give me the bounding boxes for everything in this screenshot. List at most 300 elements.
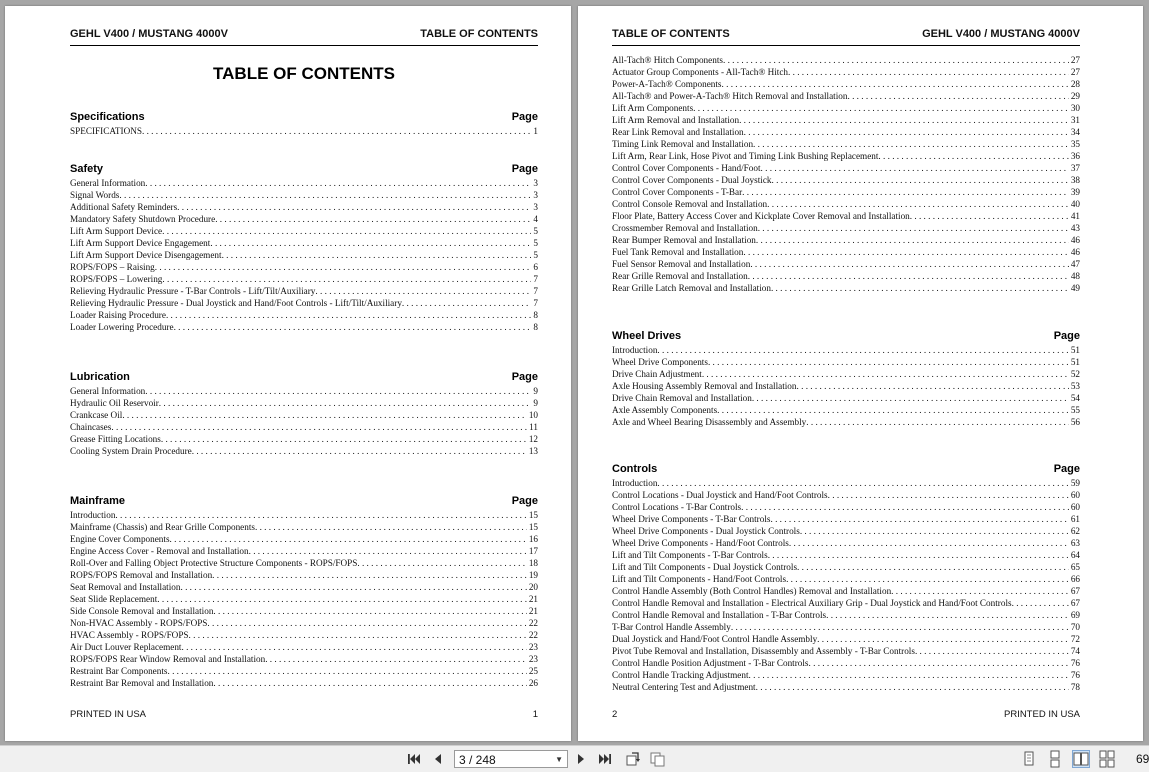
zoom-level[interactable]: 69 (1136, 752, 1149, 766)
toc-entry-title: Rear Grille Removal and Installation (612, 271, 748, 281)
toc-entry[interactable] (612, 126, 1080, 138)
dot-leader (210, 237, 531, 249)
toc-entry-page: 36 (1070, 151, 1080, 161)
toc-entry-page: 34 (1070, 127, 1080, 137)
dot-leader (213, 605, 526, 617)
toc-entry-page: 22 (528, 630, 538, 640)
dot-leader (749, 669, 1069, 681)
toc-entry-page: 7 (533, 286, 538, 296)
toc-entry[interactable] (70, 213, 538, 225)
toc-entry-page: 21 (528, 594, 538, 604)
toc-entry-page: 1 (533, 126, 538, 136)
section-title: Lubrication (70, 371, 130, 383)
dot-leader (265, 653, 527, 665)
dot-leader (756, 234, 1069, 246)
toc-entry-page: 54 (1070, 393, 1080, 403)
dot-leader (657, 477, 1068, 489)
dot-leader (213, 677, 526, 689)
toc-entry[interactable] (612, 489, 1080, 501)
footer-page-number: 2 (612, 709, 618, 720)
dot-leader (847, 90, 1068, 102)
toc-entry[interactable] (612, 392, 1080, 404)
copy-icon[interactable] (649, 750, 667, 768)
toc-entry[interactable] (70, 285, 538, 297)
toc-entry-title: Wheel Drive Components - Hand/Foot Controls (612, 538, 789, 548)
toc-entry[interactable] (612, 416, 1080, 428)
toc-entry[interactable] (70, 653, 538, 665)
dot-leader (693, 102, 1069, 114)
toc-entry-page: 12 (528, 434, 538, 444)
toc-entry-title: Axle Housing Assembly Removal and Installation (612, 381, 797, 391)
toc-entry[interactable] (612, 174, 1080, 186)
toc-entry[interactable] (70, 445, 538, 457)
toc-entry-title: Introduction (70, 510, 116, 520)
toc-entry[interactable] (70, 201, 538, 213)
dot-leader (797, 561, 1069, 573)
toc-entry[interactable] (70, 385, 538, 397)
toc-entry-title: Wheel Drive Components (612, 357, 708, 367)
toc-entry[interactable] (70, 545, 538, 557)
toc-entry-title: Lift Arm, Rear Link, Hose Pivot and Timing Link Bushing Replacement (612, 151, 879, 161)
toc-entry[interactable] (70, 581, 538, 593)
toc-entry-title: Axle and Wheel Bearing Disassembly and Assembly (612, 417, 807, 427)
toc-entry-page: 67 (1070, 598, 1080, 608)
prev-page-icon[interactable] (429, 750, 447, 768)
toc-entry[interactable] (70, 593, 538, 605)
toc-entry-title: T-Bar Control Handle Assembly (612, 622, 731, 632)
toc-entry[interactable] (70, 521, 538, 533)
toc-entry[interactable] (612, 54, 1080, 66)
toc-entry[interactable] (612, 609, 1080, 621)
toc-entry-title: Relieving Hydraulic Pressure - Dual Joystick and Hand/Foot Controls - Lift/Tilt/Auxiliary (70, 298, 402, 308)
toc-entry-title: Control Locations - T-Bar Controls (612, 502, 742, 512)
toc-entry[interactable] (612, 198, 1080, 210)
toc-entry-title: Actuator Group Components - All-Tach® Hitch (612, 67, 789, 77)
section-heading (70, 111, 538, 125)
toc-entry-page: 69 (1070, 610, 1080, 620)
toc-entry-page: 5 (533, 226, 538, 236)
toc-entry-title: ROPS/FOPS – Lowering (70, 274, 163, 284)
toc-entry[interactable] (70, 433, 538, 445)
toc-entry-page: 39 (1070, 187, 1080, 197)
toc-entry-page: 47 (1070, 259, 1080, 269)
toc-entry-title: Mainframe (Chassis) and Rear Grille Components (70, 522, 255, 532)
toc-entry[interactable] (70, 261, 538, 273)
toc-entry[interactable] (612, 681, 1080, 693)
toc-entry[interactable] (612, 380, 1080, 392)
toc-entry[interactable] (612, 368, 1080, 380)
toc-entry-title: Neutral Centering Test and Adjustment (612, 682, 756, 692)
toc-entry-title: Control Handle Position Adjustment - T-Bar Controls (612, 658, 809, 668)
toc-entry[interactable] (70, 321, 538, 333)
toc-entry[interactable] (612, 645, 1080, 657)
dot-leader (215, 213, 531, 225)
dot-leader (119, 189, 531, 201)
dot-leader (222, 249, 532, 261)
dot-leader (788, 66, 1069, 78)
dot-leader (742, 186, 1069, 198)
toc-entry-page: 43 (1070, 223, 1080, 233)
toc-entry-page: 5 (533, 250, 538, 260)
toc-entry-page: 76 (1070, 670, 1080, 680)
page-number-select[interactable] (454, 750, 568, 768)
toc-entry-title: Roll-Over and Falling Object Protective Structure Components - ROPS/FOPS (70, 558, 358, 568)
toc-entry-page: 5 (533, 238, 538, 248)
toc-entry[interactable] (612, 186, 1080, 198)
viewer-toolbar (0, 745, 1149, 772)
toc-entry-title: Restraint Bar Removal and Installation (70, 678, 214, 688)
toc-entry-title: Timing Link Removal and Installation (612, 139, 754, 149)
toc-entry[interactable] (612, 537, 1080, 549)
toc-entry-title: Pivot Tube Removal and Installation, Disassembly and Assembly - T-Bar Controls (612, 646, 915, 656)
toc-entry[interactable] (612, 597, 1080, 609)
toc-entry-title: Lift Arm Components (612, 103, 694, 113)
dot-leader (166, 309, 531, 321)
toc-entry-page: 27 (1070, 67, 1080, 77)
toc-entry-page: 9 (533, 398, 538, 408)
toc-entry[interactable] (70, 533, 538, 545)
dot-leader (315, 285, 531, 297)
toc-entry[interactable] (70, 421, 538, 433)
toc-entry-title: Rear Bumper Removal and Installation (612, 235, 756, 245)
toc-entry-title: Seat Slide Replacement (70, 594, 158, 604)
toc-entry-page: 28 (1070, 79, 1080, 89)
toc-entry[interactable] (612, 162, 1080, 174)
dot-leader (741, 501, 1069, 513)
toc-entry-title: Loader Raising Procedure (70, 310, 166, 320)
toc-entry-title: Grease Fitting Locations (70, 434, 161, 444)
toc-entry-title: ROPS/FOPS Rear Window Removal and Installation (70, 654, 266, 664)
toc-entry-title: Lift Arm Removal and Installation (612, 115, 740, 125)
toc-entry-page: 66 (1070, 574, 1080, 584)
header-left-text: TABLE OF CONTENTS (612, 28, 730, 40)
toc-entry-title: ROPS/FOPS – Raising (70, 262, 155, 272)
toc-entry-page: 11 (529, 422, 538, 432)
toc-entry[interactable] (70, 125, 538, 137)
toc-entry[interactable] (612, 222, 1080, 234)
toc-entry-page: 46 (1070, 235, 1080, 245)
dot-leader (657, 344, 1068, 356)
dot-leader (915, 645, 1069, 657)
rotate-icon[interactable] (624, 750, 642, 768)
toc-entry-page: 16 (528, 534, 538, 544)
toc-entry[interactable] (612, 344, 1080, 356)
toc-entry[interactable] (612, 573, 1080, 585)
dot-leader (145, 177, 531, 189)
toc-entry-page: 48 (1070, 271, 1080, 281)
dot-leader (142, 125, 531, 137)
toc-entry-page: 31 (1070, 115, 1080, 125)
toc-entry-title: Control Handle Removal and Installation - Electrical Auxiliary Grip - Dual Joystick and Hand/Foot Controls (612, 598, 1012, 608)
two-page-view-icon[interactable] (1072, 750, 1090, 768)
dot-leader (723, 54, 1069, 66)
toc-entry-page: 13 (528, 446, 538, 456)
toc-entry[interactable] (612, 150, 1080, 162)
dot-leader (878, 150, 1068, 162)
section-heading (612, 330, 1080, 344)
toc-entry-title: Relieving Hydraulic Pressure - T-Bar Controls - Lift/Tilt/Auxiliary (70, 286, 316, 296)
toc-entry-title: Crankcase Oil (70, 410, 123, 420)
toc-entry[interactable] (70, 225, 538, 237)
toc-entry-page: 8 (533, 322, 538, 332)
toc-entry[interactable] (612, 234, 1080, 246)
toc-entry[interactable] (612, 657, 1080, 669)
toc-entry-page: 65 (1070, 562, 1080, 572)
toc-entry-page: 3 (533, 202, 538, 212)
dot-leader (761, 162, 1069, 174)
footer-left-text: PRINTED IN USA (70, 709, 147, 720)
dot-leader (789, 537, 1069, 549)
toc-entry-page: 29 (1070, 91, 1080, 101)
header-rule (70, 45, 538, 46)
toc-entry-title: Dual Joystick and Hand/Foot Control Handle Assembly (612, 634, 818, 644)
dot-leader (771, 282, 1069, 294)
chevron-down-icon: ▼ (555, 755, 563, 764)
dot-leader (910, 210, 1069, 222)
dot-leader (111, 421, 527, 433)
toc-entry[interactable] (612, 356, 1080, 368)
toc-entry[interactable] (70, 177, 538, 189)
dot-leader (722, 78, 1069, 90)
toc-entry-page: 70 (1070, 622, 1080, 632)
toc-entry[interactable] (70, 297, 538, 309)
last-page-icon[interactable] (596, 750, 614, 768)
page-header (612, 28, 1080, 52)
toc-entry-title: Floor Plate, Battery Access Cover and Kickplate Cover Removal and Installation (612, 211, 910, 221)
toc-entry-title: Signal Words (70, 190, 120, 200)
page-indicator-text: 3 / 248 (459, 753, 496, 767)
toc-entry[interactable] (70, 569, 538, 581)
toc-entry[interactable] (70, 641, 538, 653)
toc-entry-title: Fuel Sensor Removal and Installation (612, 259, 751, 269)
toc-entry-title: ROPS/FOPS Removal and Installation (70, 570, 213, 580)
toc-entry-page: 21 (528, 606, 538, 616)
toc-entry-title: Axle Assembly Components (612, 405, 718, 415)
toc-entry-title: Rear Link Removal and Installation (612, 127, 744, 137)
toc-entry[interactable] (70, 509, 538, 521)
next-page-icon[interactable] (572, 750, 590, 768)
toc-entry[interactable] (612, 210, 1080, 222)
toc-entry[interactable] (70, 273, 538, 285)
toc-entry-title: Lift and Tilt Components - T-Bar Controls (612, 550, 768, 560)
section-page-label: Page (1053, 330, 1080, 342)
dot-leader (122, 409, 527, 421)
toc-entry-page: 40 (1070, 199, 1080, 209)
dot-leader (162, 273, 531, 285)
toc-entry[interactable] (612, 669, 1080, 681)
dot-leader (826, 609, 1069, 621)
toc-entry[interactable] (70, 617, 538, 629)
toc-entry-title: Rear Grille Latch Removal and Installation (612, 283, 771, 293)
toc-entry[interactable] (612, 561, 1080, 573)
toc-entry-title: Restraint Bar Components (70, 666, 168, 676)
toc-entry-page: 76 (1070, 658, 1080, 668)
toc-entry-page: 38 (1070, 175, 1080, 185)
toc-entry-page: 74 (1070, 646, 1080, 656)
toc-entry[interactable] (612, 90, 1080, 102)
dot-leader (717, 404, 1069, 416)
footer-right-text: PRINTED IN USA (1003, 709, 1080, 720)
toc-entry-page: 23 (528, 642, 538, 652)
toc-entry-page: 59 (1070, 478, 1080, 488)
toc-entry[interactable] (612, 270, 1080, 282)
toc-entry-page: 26 (528, 678, 538, 688)
toc-entry-page: 61 (1070, 514, 1080, 524)
toc-entry-page: 41 (1070, 211, 1080, 221)
toc-entry-title: Lift Arm Support Device Disengagement (70, 250, 222, 260)
document-page-right (578, 6, 1143, 741)
toc-entry[interactable] (612, 66, 1080, 78)
dot-leader (255, 521, 527, 533)
toc-entry[interactable] (612, 282, 1080, 294)
toc-entry[interactable] (612, 102, 1080, 114)
toc-entry-title: Lift Arm Support Device Engagement (70, 238, 211, 248)
toc-entry-page: 49 (1070, 283, 1080, 293)
toc-entry[interactable] (612, 501, 1080, 513)
toc-entry-page: 23 (528, 654, 538, 664)
toc-entry-page: 56 (1070, 417, 1080, 427)
dot-leader (181, 641, 526, 653)
toc-entry-page: 60 (1070, 502, 1080, 512)
toc-entry-page: 18 (528, 558, 538, 568)
dot-leader (772, 174, 1069, 186)
toc-entry-title: SPECIFICATIONS (70, 126, 142, 136)
toc-entry-title: Wheel Drive Components - Dual Joystick Controls (612, 526, 800, 536)
document-page-left (5, 6, 571, 741)
dot-leader (174, 321, 532, 333)
toc-entry[interactable] (612, 513, 1080, 525)
toc-entry-page: 60 (1070, 490, 1080, 500)
toc-entry-title: All-Tach® Hitch Components (612, 55, 723, 65)
toc-entry[interactable] (70, 249, 538, 261)
toc-entry[interactable] (612, 114, 1080, 126)
toc-entry[interactable] (70, 629, 538, 641)
dot-leader (157, 593, 527, 605)
toc-entry-title: Additional Safety Reminders (70, 202, 178, 212)
toc-entry-page: 4 (533, 214, 538, 224)
section-page-label: Page (1053, 463, 1080, 475)
toc-entry[interactable] (70, 397, 538, 409)
toc-entry[interactable] (612, 525, 1080, 537)
toc-entry-title: Fuel Tank Removal and Installation (612, 247, 744, 257)
dot-leader (170, 533, 527, 545)
toc-entry[interactable] (70, 605, 538, 617)
toc-entry[interactable] (70, 665, 538, 677)
toc-entry-page: 27 (1070, 55, 1080, 65)
toc-entry[interactable] (612, 585, 1080, 597)
section-heading (612, 463, 1080, 477)
toc-entry-page: 6 (533, 262, 538, 272)
section-heading (70, 495, 538, 509)
toc-entry-title: Mandatory Safety Shutdown Procedure (70, 214, 216, 224)
toc-entry-title: Hydraulic Oil Reservoir (70, 398, 159, 408)
section-page-label: Page (511, 495, 538, 507)
dot-leader (167, 665, 526, 677)
header-rule (612, 45, 1080, 46)
dot-leader (750, 258, 1069, 270)
toc-entry-page: 67 (1070, 586, 1080, 596)
section-heading (70, 163, 538, 177)
toc-entry-title: Lift and Tilt Components - Hand/Foot Controls (612, 574, 787, 584)
dot-leader (806, 416, 1069, 428)
section-page-label: Page (511, 371, 538, 383)
toc-entry[interactable] (612, 258, 1080, 270)
dot-leader (756, 681, 1069, 693)
dot-leader (800, 525, 1069, 537)
toc-entry-title: Air Duct Louver Replacement (70, 642, 182, 652)
two-page-continuous-view-icon[interactable] (1098, 750, 1116, 768)
toc-entry[interactable] (612, 78, 1080, 90)
header-right-text: TABLE OF CONTENTS (420, 28, 538, 40)
page-header (70, 28, 538, 52)
toc-entry[interactable] (612, 633, 1080, 645)
dot-leader (357, 557, 526, 569)
toc-entry-title: General Information (70, 178, 146, 188)
first-page-icon[interactable] (405, 750, 423, 768)
continuous-view-icon[interactable] (1046, 750, 1064, 768)
toc-entry-title: Drive Chain Removal and Installation (612, 393, 752, 403)
toc-continued-list (612, 54, 1080, 294)
dot-leader (744, 126, 1069, 138)
toc-entry-page: 25 (528, 666, 538, 676)
toc-entry[interactable] (612, 549, 1080, 561)
toc-entry-title: Control Cover Components - T-Bar (612, 187, 743, 197)
dot-leader (753, 138, 1069, 150)
toc-entry[interactable] (612, 138, 1080, 150)
toc-entry-title: All-Tach® and Power-A-Tach® Hitch Removal and Installation (612, 91, 848, 101)
toc-entry-title: Power-A-Tach® Components (612, 79, 722, 89)
toc-entry[interactable] (70, 557, 538, 569)
dot-leader (161, 433, 527, 445)
dot-leader (817, 633, 1069, 645)
toc-entry-title: Engine Access Cover - Removal and Installation (70, 546, 249, 556)
toc-entry[interactable] (612, 404, 1080, 416)
toc-entry-title: Engine Cover Components (70, 534, 170, 544)
header-left-text: GEHL V400 / MUSTANG 4000V (70, 28, 228, 40)
single-page-view-icon[interactable] (1020, 750, 1038, 768)
toc-entry[interactable] (70, 237, 538, 249)
toc-section (70, 111, 538, 137)
dot-leader (155, 261, 532, 273)
toc-entry-page: 63 (1070, 538, 1080, 548)
toc-section (70, 163, 538, 333)
dot-leader (891, 585, 1069, 597)
toc-entry[interactable] (612, 477, 1080, 489)
section-title: Mainframe (70, 495, 126, 507)
dot-leader (770, 513, 1068, 525)
dot-leader (702, 368, 1069, 380)
dot-leader (797, 380, 1069, 392)
toc-entry-title: Seat Removal and Installation (70, 582, 181, 592)
toc-entry[interactable] (70, 309, 538, 321)
toc-entry-page: 37 (1070, 163, 1080, 173)
toc-entry[interactable] (70, 409, 538, 421)
toc-entry[interactable] (612, 246, 1080, 258)
toc-entry-page: 72 (1070, 634, 1080, 644)
toc-entry-page: 64 (1070, 550, 1080, 560)
dot-leader (115, 509, 526, 521)
dot-leader (828, 489, 1069, 501)
dot-leader (212, 569, 527, 581)
toc-entry[interactable] (70, 189, 538, 201)
toc-entry[interactable] (70, 677, 538, 689)
toc-entry-page: 19 (528, 570, 538, 580)
page-title: TABLE OF CONTENTS (213, 64, 395, 83)
dot-leader (809, 657, 1069, 669)
toc-section (70, 495, 538, 689)
toc-entry-title: Side Console Removal and Installation (70, 606, 214, 616)
toc-entry[interactable] (612, 621, 1080, 633)
